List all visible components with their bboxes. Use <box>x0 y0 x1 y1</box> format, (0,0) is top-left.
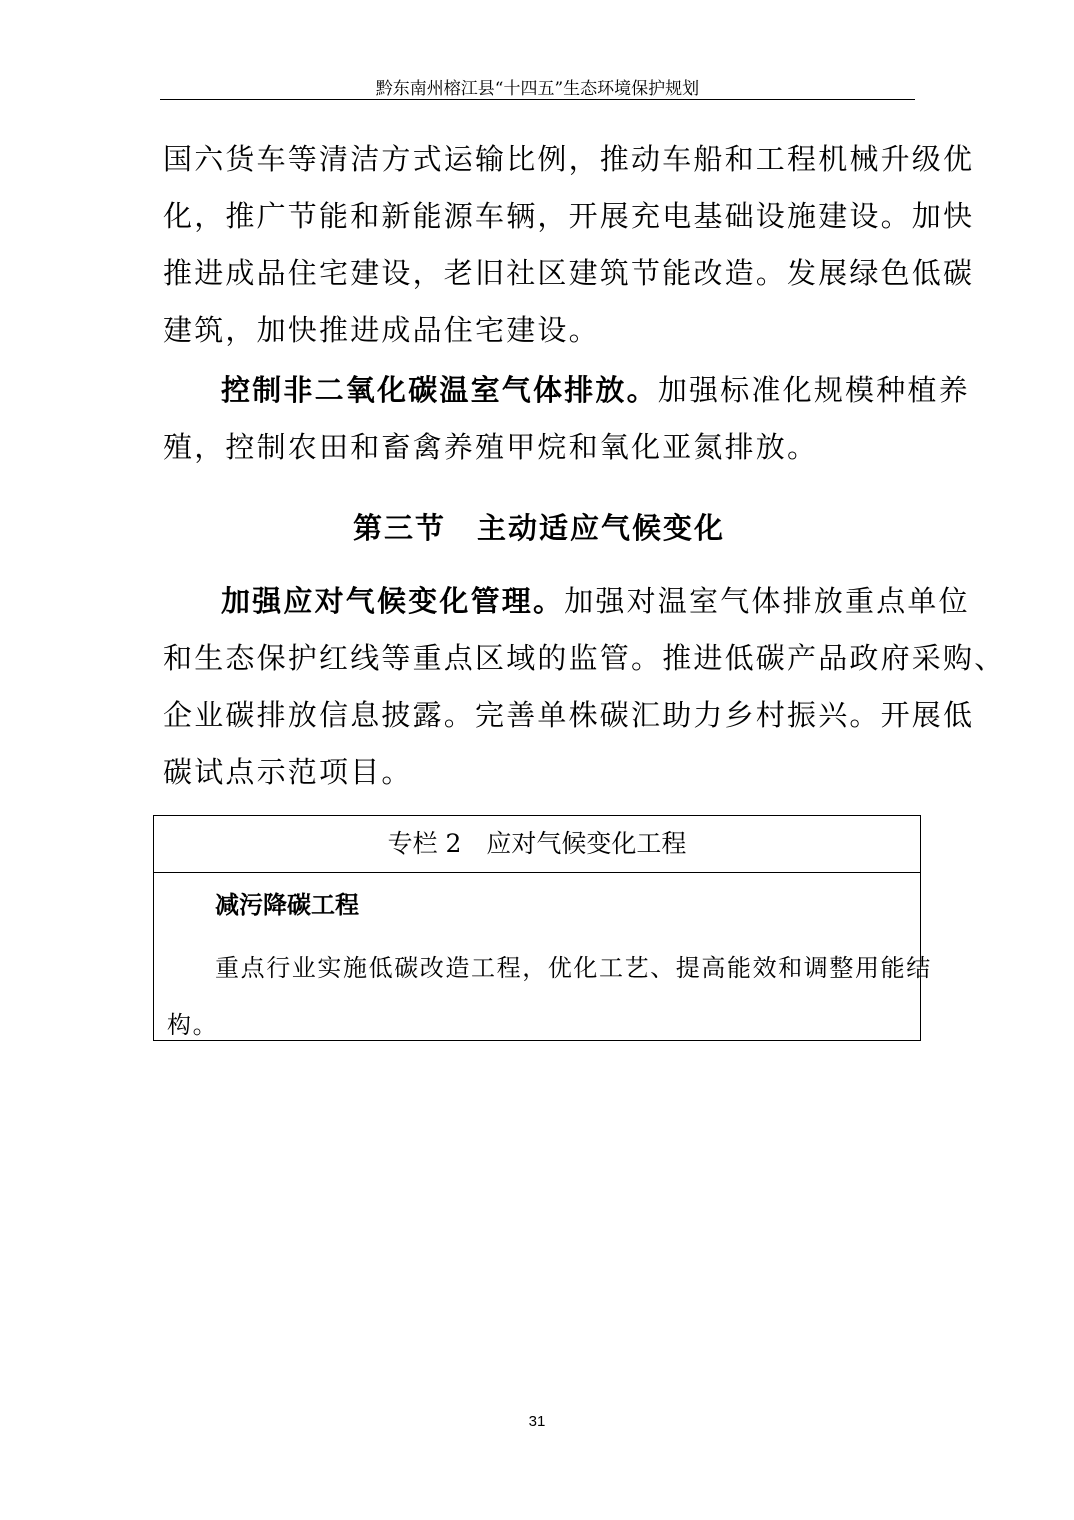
feature-box <box>153 815 932 1041</box>
feature-box-heading: 专栏 2 应对气候变化工程 <box>154 816 920 873</box>
paragraph-bold-lead: 控制非二氧化碳温室气体排放。 <box>221 373 658 407</box>
feature-box-line: 构。 <box>167 1011 219 1039</box>
paragraph-line: 和生态保护红线等重点区域的监管。推进低碳产品政府采购、 <box>163 641 1006 675</box>
paragraph-line: 建筑，加快推进成品住宅建设。 <box>163 313 600 347</box>
paragraph-line: 国六货车等清洁方式运输比例，推动车船和工程机械升级优 <box>163 142 975 176</box>
feature-box-subheading: 减污降碳工程 <box>215 890 359 919</box>
paragraph-line: 化，推广节能和新能源车辆，开展充电基础设施建设。加快 <box>163 199 975 233</box>
running-header: 黔东南州榕江县“十四五”生态环境保护规划 <box>375 79 700 99</box>
feature-box-text <box>167 940 932 1054</box>
paragraph-line <box>163 573 970 630</box>
paragraph-bold-lead: 加强应对气候变化管理。 <box>221 584 565 618</box>
paragraph-climate-management <box>163 573 1006 801</box>
paragraph-line: 推进成品住宅建设，老旧社区建筑节能改造。发展绿色低碳 <box>163 256 975 290</box>
paragraph-text: 加强标准化规模种植养 <box>657 373 970 407</box>
page-number: 31 <box>528 1413 546 1430</box>
paragraph-line: 殖，控制农田和畜禽养殖甲烷和氧化亚氮排放。 <box>163 430 819 464</box>
paragraph-non-co2-gases <box>163 362 970 476</box>
paragraph-line: 企业碳排放信息披露。完善单株碳汇助力乡村振兴。开展低 <box>163 698 975 732</box>
paragraph-transport-buildings <box>163 131 975 359</box>
feature-box-line: 重点行业实施低碳改造工程，优化工艺、提高能效和调整用能结 <box>215 954 932 982</box>
header-divider <box>160 99 915 100</box>
paragraph-line <box>163 362 970 419</box>
paragraph-text: 加强对温室气体排放重点单位 <box>564 584 970 618</box>
section-title: 第三节 主动适应气候变化 <box>352 511 725 545</box>
paragraph-line: 碳试点示范项目。 <box>163 755 413 789</box>
